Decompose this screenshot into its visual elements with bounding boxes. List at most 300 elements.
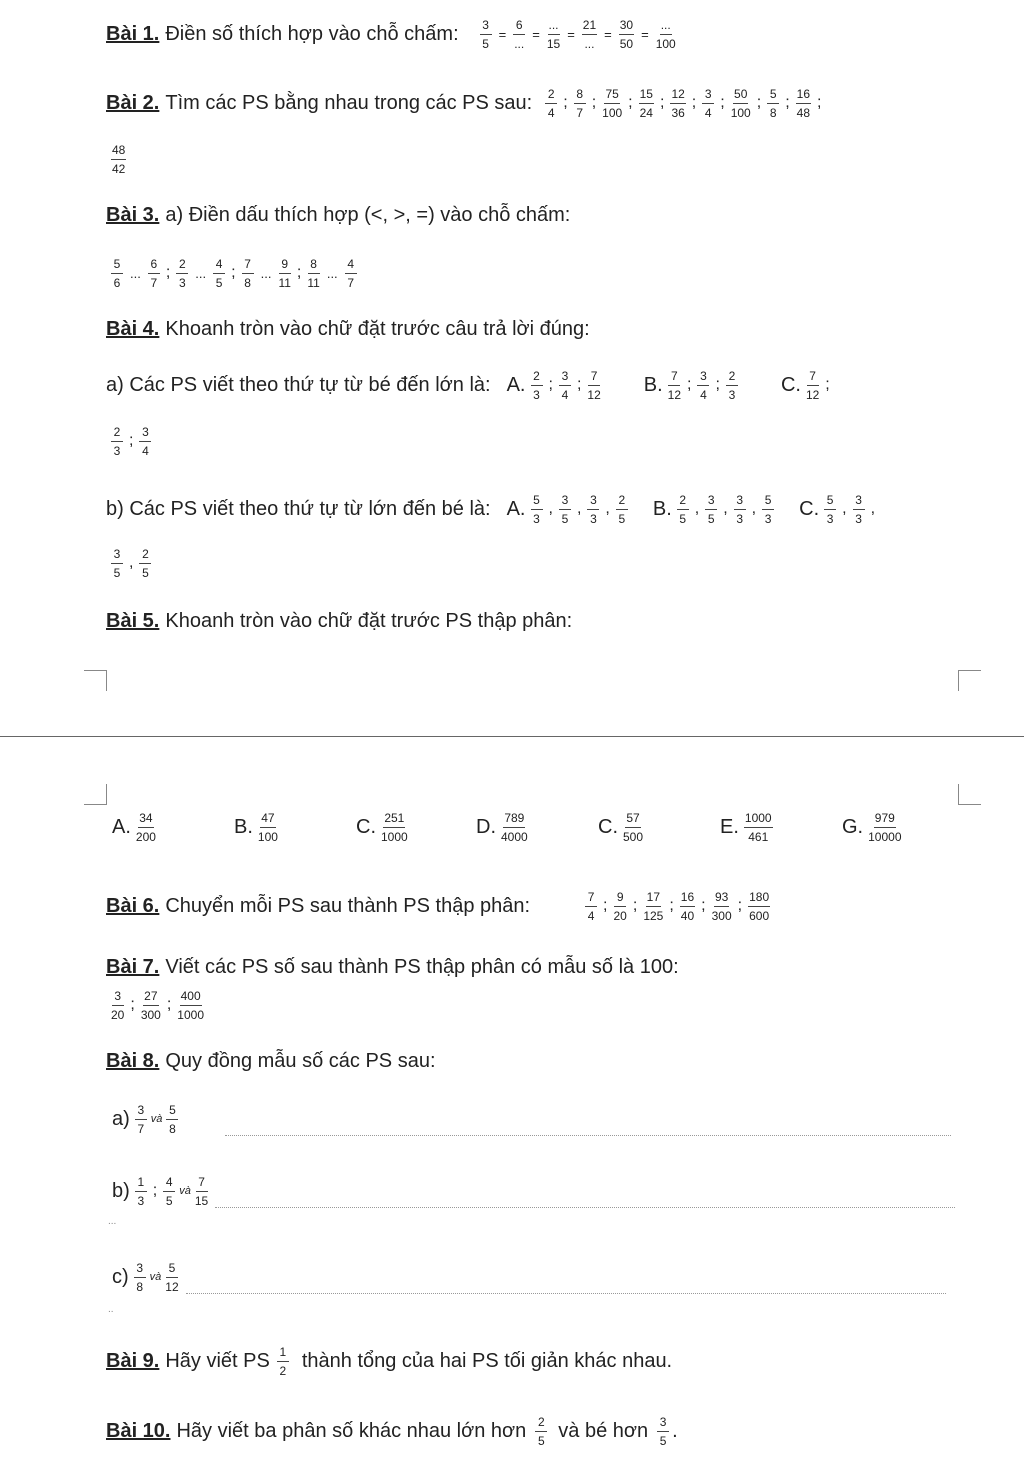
separator: ,: [548, 500, 553, 517]
fraction-denominator: 1000: [381, 830, 408, 844]
exercise-8a: [106, 1096, 956, 1142]
fraction-denominator: 50: [619, 36, 634, 51]
separator: ;: [715, 376, 720, 393]
fraction: [587, 494, 599, 525]
fraction-numerator: 15: [639, 88, 654, 104]
exercise-8: [106, 1046, 446, 1076]
fraction: [480, 19, 492, 50]
fraction-denominator: 3: [113, 443, 121, 458]
option-letter: D.: [476, 816, 496, 838]
fraction: [111, 548, 123, 579]
fraction-numerator: 979: [874, 812, 896, 828]
exercise-9-text-1: Hãy viết PS: [165, 1349, 270, 1372]
separator: =: [498, 26, 507, 42]
fraction-numerator: 2: [111, 426, 123, 442]
fraction-denominator: 15: [546, 36, 561, 51]
exercise-1-label: Bài 1.: [106, 22, 160, 45]
option-letter: E.: [720, 816, 739, 838]
separator: ,: [605, 500, 610, 517]
fraction-numerator: 3: [853, 494, 865, 510]
fraction-numerator: 3: [139, 426, 151, 442]
exercise-1-text: Điền số thích hợp vào chỗ chấm:: [165, 22, 459, 45]
fraction: [731, 88, 751, 119]
fraction-numerator: 50: [733, 88, 748, 104]
option-letter: C.: [799, 497, 820, 520]
fraction-denominator: 12: [587, 387, 601, 402]
fraction: [195, 1176, 208, 1207]
fraction-numerator: 16: [680, 891, 695, 907]
answer-option: [106, 812, 159, 843]
fraction: [806, 370, 819, 401]
exercise-1: [106, 12, 679, 56]
fraction-denominator: 600: [749, 908, 770, 923]
fraction: [796, 88, 811, 119]
fraction-numerator: 5: [111, 258, 123, 274]
page-corner-bottom-left: [84, 784, 107, 805]
fraction-denominator: 5: [215, 275, 223, 290]
exercise-8c-fractions: [106, 1262, 182, 1293]
fraction-numerator: 7: [807, 370, 819, 386]
fraction-denominator: 125: [643, 908, 664, 923]
exercise-8c-tail: [108, 1302, 114, 1316]
exercise-7-text: Viết các PS số sau thành PS thập phân có mẫu số là 100:: [165, 955, 679, 978]
fraction: [176, 258, 188, 289]
exercise-4-label: Bài 4.: [106, 317, 160, 340]
fraction-numerator: 4: [163, 1176, 175, 1192]
exercise-8c: [106, 1254, 956, 1300]
fraction-numerator: 5: [531, 494, 543, 510]
fraction: [767, 88, 779, 119]
fraction-numerator: ...: [660, 19, 672, 35]
fraction-numerator: ...: [548, 19, 560, 35]
exercise-7-label: Bài 7.: [106, 955, 160, 978]
fraction: [163, 1176, 175, 1207]
fraction: [677, 494, 689, 525]
fraction: [616, 494, 628, 525]
fraction-denominator: 12: [667, 387, 682, 402]
fraction-numerator: 3: [111, 548, 123, 564]
fraction-numerator: 7: [588, 370, 600, 386]
fraction-numerator: 2: [677, 494, 689, 510]
fraction-numerator: 3: [697, 370, 709, 386]
fraction: [574, 88, 586, 119]
fraction-denominator: 3: [533, 511, 540, 526]
fraction-denominator: 36: [671, 105, 685, 120]
option-letter: A.: [506, 497, 526, 520]
fraction-denominator: 40: [680, 908, 695, 923]
fraction: [712, 891, 732, 922]
fraction: [614, 891, 627, 922]
item-letter: a): [112, 1107, 130, 1130]
fraction: [547, 19, 560, 50]
exercise-8b-fractions: [106, 1176, 211, 1207]
fraction-denominator: 2: [279, 1363, 287, 1378]
fraction-denominator: 100: [730, 105, 751, 120]
exercise-8-label: Bài 8.: [106, 1049, 160, 1072]
exercise-10-text-1: Hãy viết ba phân số khác nhau lớn hơn: [176, 1419, 527, 1442]
fraction-denominator: 7: [347, 275, 355, 290]
fraction: [111, 144, 126, 175]
exercise-4a-options: [501, 370, 833, 401]
option-letter: A.: [506, 373, 526, 396]
fraction-numerator: 30: [619, 19, 634, 35]
separator: ;: [691, 94, 697, 111]
separator: ;: [756, 94, 762, 111]
fraction-numerator: 2: [531, 370, 543, 386]
fraction-denominator: 4: [142, 443, 149, 458]
fraction: [545, 88, 557, 119]
exercise-10-fraction-1: [532, 1416, 550, 1447]
fraction: [762, 494, 774, 525]
fraction: [680, 891, 695, 922]
exercise-2: [106, 80, 824, 126]
fraction-numerator: 3: [559, 494, 571, 510]
separator: =: [532, 26, 540, 42]
separator: ;: [231, 264, 236, 281]
fraction-denominator: 20: [111, 1007, 125, 1022]
exercise-3-text: a) Điền dấu thích hợp (<, >, =) vào chỗ chấm:: [165, 203, 571, 226]
exercise-3-comparisons: [108, 250, 360, 296]
fraction-denominator: 4: [547, 105, 555, 120]
fraction: [535, 1416, 547, 1447]
connector-and: và: [149, 1271, 162, 1283]
fraction-numerator: 3: [734, 494, 746, 510]
fraction: [868, 812, 901, 843]
fraction-numerator: 5: [166, 1104, 178, 1120]
fraction: [135, 1104, 147, 1135]
exercise-2-fractions: [542, 88, 824, 119]
exercise-8a-answer-line[interactable]: [225, 1134, 951, 1136]
answer-option: [470, 812, 531, 843]
exercise-8a-fractions: [106, 1104, 181, 1135]
exercise-5-options: [106, 812, 946, 862]
separator: ;: [165, 264, 171, 281]
separator: ,: [129, 554, 134, 571]
fraction-numerator: 7: [668, 370, 680, 386]
fraction-numerator: 4: [213, 258, 225, 274]
fraction: [587, 370, 600, 401]
answer-option: [228, 812, 281, 843]
answer-option: [350, 812, 411, 843]
exercise-5-label: Bài 5.: [106, 609, 160, 632]
fraction: [213, 258, 225, 289]
fraction-numerator: 5: [762, 494, 774, 510]
fraction-numerator: 3: [112, 990, 124, 1006]
exercise-2-continuation: [108, 136, 129, 182]
fraction-denominator: 5: [165, 1193, 173, 1208]
fraction: [656, 19, 676, 50]
exercise-3: [106, 200, 580, 230]
fraction: [623, 812, 643, 843]
fraction: [582, 19, 597, 50]
fraction: [501, 812, 528, 843]
fraction: [726, 370, 738, 401]
fraction-denominator: 100: [602, 105, 623, 120]
separator: ;: [785, 94, 790, 111]
separator: ,: [751, 500, 757, 517]
fraction: [639, 88, 654, 119]
fraction-numerator: 27: [143, 990, 158, 1006]
separator: ;: [152, 1182, 158, 1199]
answer-option: [714, 812, 776, 843]
exercise-10: [106, 1408, 678, 1454]
exercise-10-fraction-2: [654, 1416, 672, 1447]
fraction-denominator: 12: [805, 387, 820, 402]
fraction-denominator: 8: [244, 275, 251, 290]
exercise-8b: [106, 1168, 956, 1214]
exercise-8b-answer-line[interactable]: [215, 1206, 955, 1208]
option-letter: B.: [643, 373, 663, 396]
fraction: [242, 258, 254, 289]
fraction-denominator: 5: [482, 36, 489, 51]
exercise-2-label: Bài 2.: [106, 91, 160, 114]
separator: =: [567, 26, 575, 42]
fraction: [619, 19, 634, 50]
fraction-denominator: 5: [142, 565, 149, 580]
fraction-numerator: 47: [260, 812, 275, 828]
fraction: [559, 370, 571, 401]
fraction-denominator: 1000: [177, 1007, 204, 1022]
fraction-numerator: 75: [604, 88, 619, 104]
fraction: [748, 891, 770, 922]
option-letter: G.: [842, 816, 864, 838]
exercise-9-text-2: thành tổng của hai PS tối giản khác nhau.: [301, 1349, 673, 1372]
fraction-numerator: 5: [824, 494, 836, 510]
fraction-denominator: 15: [194, 1193, 209, 1208]
separator: ;: [129, 432, 134, 449]
fraction-numerator: 16: [796, 88, 811, 104]
fraction: [165, 1262, 178, 1293]
comparison-blank: ...: [260, 265, 272, 281]
fraction-numerator: 17: [646, 891, 661, 907]
item-letter: b): [112, 1179, 130, 1202]
fraction-numerator: 7: [585, 891, 597, 907]
fraction-numerator: 34: [138, 812, 153, 828]
fraction-denominator: 300: [140, 1007, 161, 1022]
fraction: [134, 1262, 146, 1293]
exercise-4b: [106, 486, 878, 532]
fraction: [744, 812, 773, 843]
connector-and: và: [150, 1113, 163, 1125]
fraction: [824, 494, 836, 525]
fraction-numerator: 2: [176, 258, 188, 274]
exercise-6-text: Chuyển mỗi PS sau thành PS thập phân:: [165, 894, 531, 917]
exercise-6-label: Bài 6.: [106, 894, 160, 917]
fraction-numerator: 12: [670, 88, 685, 104]
fraction: [141, 990, 161, 1021]
option-letter: B.: [234, 816, 253, 838]
fraction: [381, 812, 408, 843]
fraction: [531, 370, 543, 401]
separator: ,: [576, 500, 582, 517]
fraction-denominator: 3: [137, 1193, 145, 1208]
fraction-denominator: 4: [561, 387, 569, 402]
comparison-blank: ...: [130, 265, 141, 281]
fraction-numerator: 5: [166, 1262, 178, 1278]
fraction-numerator: 2: [535, 1416, 547, 1432]
fraction: [111, 990, 124, 1021]
separator: ,: [694, 500, 700, 517]
page-corner-bottom-right: [958, 784, 981, 805]
fraction: [697, 370, 709, 401]
fraction-numerator: 2: [545, 88, 557, 104]
separator: ;: [628, 94, 633, 111]
fraction-numerator: 4: [345, 258, 357, 274]
fraction-numerator: 8: [308, 258, 320, 274]
fraction-numerator: 21: [582, 19, 597, 35]
separator: =: [604, 26, 612, 42]
fraction-denominator: 48: [796, 105, 810, 120]
exercise-8b-tail-dots: ...: [108, 1215, 117, 1227]
option-letter: C.: [598, 816, 618, 838]
fraction-denominator: 3: [736, 511, 744, 526]
fraction-denominator: 100: [655, 36, 676, 51]
exercise-4b-continuation: [108, 540, 154, 586]
fraction-numerator: 57: [625, 812, 640, 828]
exercise-10-text-2: và bé hơn: [558, 1419, 649, 1442]
separator: ,: [842, 500, 847, 517]
fraction-numerator: 3: [480, 19, 492, 35]
exercise-2-text: Tìm các PS bằng nhau trong các PS sau:: [165, 91, 533, 114]
fraction-numerator: 3: [559, 370, 571, 386]
separator: ;: [576, 376, 582, 393]
separator: ;: [687, 376, 692, 393]
exercise-8c-tail-dots: ..: [108, 1303, 114, 1315]
exercise-4b-text: b) Các PS viết theo thứ tự từ lớn đến bé là:: [106, 497, 491, 520]
fraction-numerator: 3: [705, 494, 717, 510]
fraction-denominator: 7: [576, 105, 584, 120]
separator: ;: [817, 94, 822, 111]
fraction-denominator: 11: [307, 275, 320, 290]
fraction-denominator: 5: [659, 1433, 667, 1448]
separator: ,: [870, 500, 876, 517]
exercise-8c-answer-line[interactable]: [186, 1292, 946, 1294]
fraction: [111, 426, 123, 457]
fraction-numerator: 3: [657, 1416, 669, 1432]
fraction-denominator: 8: [136, 1279, 144, 1294]
fraction-denominator: 3: [764, 511, 772, 526]
separator: ;: [603, 897, 608, 914]
fraction-denominator: 5: [679, 511, 687, 526]
fraction-numerator: 400: [180, 990, 202, 1006]
separator: ;: [669, 897, 674, 914]
fraction-numerator: 251: [383, 812, 405, 828]
fraction-denominator: 8: [169, 1121, 176, 1136]
fraction: [585, 891, 597, 922]
answer-option: [592, 812, 646, 843]
exercise-7-fractions: [108, 990, 207, 1021]
fraction-numerator: 7: [242, 258, 254, 274]
fraction: [643, 891, 663, 922]
fraction: [702, 88, 714, 119]
fraction: [136, 812, 156, 843]
exercise-7: [106, 952, 689, 982]
fraction-denominator: 4000: [501, 830, 528, 844]
fraction-denominator: 300: [711, 908, 732, 923]
separator: ;: [737, 897, 743, 914]
fraction-numerator: 1: [135, 1176, 147, 1192]
fraction: [602, 88, 622, 119]
fraction-numerator: 6: [148, 258, 160, 274]
fraction-numerator: 93: [714, 891, 729, 907]
fraction-denominator: 3: [533, 387, 540, 402]
page-break-divider: [0, 736, 1024, 737]
fraction-numerator: 48: [111, 144, 126, 160]
exercise-7-fractions-line: [108, 982, 207, 1028]
exercise-4b-options: [501, 494, 878, 525]
fraction: [559, 494, 571, 525]
fraction-numerator: 9: [614, 891, 626, 907]
fraction: [111, 258, 123, 289]
fraction-numerator: 8: [574, 88, 586, 104]
fraction: [166, 1104, 178, 1135]
exercise-4: [106, 314, 600, 344]
fraction: [307, 258, 319, 289]
fraction-denominator: 7: [137, 1121, 145, 1136]
exercise-10-label: Bài 10.: [106, 1419, 171, 1442]
exercise-8b-tail: [108, 1214, 116, 1228]
comparison-blank: ...: [195, 265, 207, 281]
fraction-denominator: 5: [537, 1433, 545, 1448]
fraction-denominator: 4: [700, 387, 707, 402]
fraction-numerator: 1000: [744, 812, 773, 828]
fraction-denominator: 10000: [868, 830, 902, 844]
fraction-denominator: 24: [639, 105, 653, 120]
fraction-numerator: 2: [726, 370, 738, 386]
fraction-denominator: ...: [584, 36, 595, 51]
fraction-numerator: 5: [767, 88, 779, 104]
fraction-denominator: 3: [855, 511, 862, 526]
page-corner-top-right: [958, 670, 981, 691]
fraction-numerator: 9: [279, 258, 291, 274]
fraction: [177, 990, 204, 1021]
separator: ;: [166, 996, 172, 1013]
separator: ;: [659, 94, 665, 111]
exercise-6-fractions: [582, 891, 773, 922]
exercise-4a-cont-fractions: [108, 426, 154, 457]
exercise-9: [106, 1338, 672, 1384]
answer-option: [836, 812, 905, 843]
fraction-denominator: 200: [135, 830, 156, 844]
exercise-3-pairs: [108, 258, 360, 289]
exercise-10-end: .: [672, 1419, 678, 1442]
fraction-denominator: 20: [613, 908, 627, 923]
fraction: [345, 258, 357, 289]
fraction-denominator: 3: [590, 511, 597, 526]
exercise-6: [106, 882, 773, 930]
fraction-denominator: 4: [704, 105, 712, 120]
separator: ;: [130, 996, 135, 1013]
comparison-blank: ...: [326, 265, 338, 281]
fraction: [277, 1346, 289, 1377]
fraction: [139, 426, 151, 457]
separator: ;: [825, 376, 830, 393]
fraction: [135, 1176, 147, 1207]
fraction: [670, 88, 685, 119]
fraction-denominator: 500: [623, 830, 644, 844]
fraction: [278, 258, 290, 289]
option-letter: B.: [652, 497, 672, 520]
fraction-numerator: 3: [134, 1262, 146, 1278]
page-corner-top-left: [84, 670, 107, 691]
exercise-9-fraction: [274, 1346, 292, 1377]
separator: ;: [701, 897, 706, 914]
fraction-numerator: 3: [587, 494, 599, 510]
fraction: [734, 494, 746, 525]
separator: ;: [632, 897, 638, 914]
exercise-8-text: Quy đồng mẫu số các PS sau:: [165, 1049, 436, 1072]
fraction-denominator: 3: [178, 275, 186, 290]
